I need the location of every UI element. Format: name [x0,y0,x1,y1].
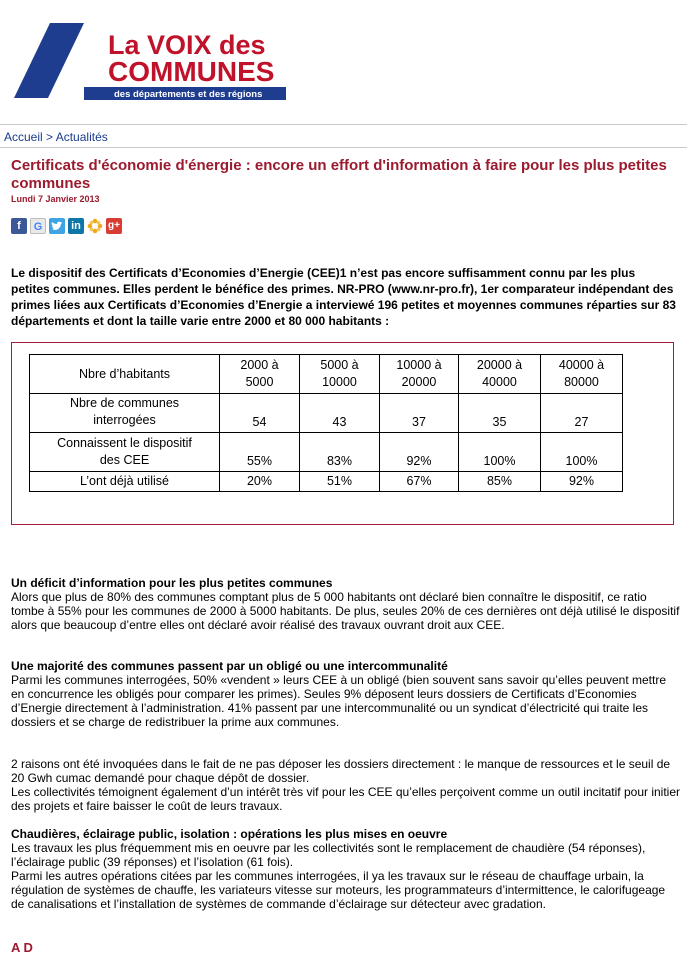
section-heading: Chaudières, éclairage public, isolation : opérations les plus mises en oeuvre [11,827,448,841]
logo-line2: COMMUNES [108,56,275,87]
google-icon[interactable]: G [30,218,46,234]
site-logo[interactable] [14,18,286,102]
table-row [30,472,623,492]
section-heading: Une majorité des communes passent par un obligé ou une intercommunalité [11,659,448,673]
survey-table [29,354,623,492]
table-row-label: Connaissent le dispositif des CEE [30,433,220,472]
table-row [30,394,623,433]
logo-tagline: des départements et des régions [114,89,263,100]
section-heading: Un déficit d’information pour les plus petites communes [11,576,333,590]
breadcrumb-home-link[interactable]: Accueil [4,130,43,144]
table-header-cell: 10000 à 20000 [380,355,459,394]
article-date: Lundi 7 Janvier 2013 [11,194,100,204]
logo-graphic [14,18,286,102]
share-bar [11,218,122,234]
table-header-row [30,355,623,394]
google-plus-icon[interactable]: g+ [106,218,122,234]
table-cell: 43 [300,394,380,433]
section-text: Parmi les autres opérations citées par les communes interrogées, il ya les travaux sur le réseau de chauffage urbain, la régulation de systèmes de chauffe, les variateurs vitesse sur moteurs, les programmateurs d’intermittence, le calorifugeage de canalisations et l’installation de systèmes de commande d’éclairage sur détecteur avec gradation. [11,869,666,911]
table-header-cell: 2000 à 5000 [220,355,300,394]
section-text: Les travaux les plus fréquemment mis en oeuvre par les collectivités sont le remplacement de chaudière (54 réponses), l’éclairage public (39 réponses) et l’isolation (61 fois). [11,841,646,869]
table-cell: 35 [459,394,541,433]
table-cell: 85% [459,472,541,492]
table-row-label: L’ont déjà utilisé [30,472,220,492]
breadcrumb [4,130,108,144]
table-header-cell: 40000 à 80000 [541,355,623,394]
table-cell: 92% [380,433,459,472]
article-author: A D [11,940,33,955]
breadcrumb-current-link[interactable]: Actualités [55,130,108,144]
table-cell: 55% [220,433,300,472]
divider [0,124,687,125]
section-text: 2 raisons ont été invoquées dans le fait de ne pas déposer les dossiers directement : le manque de ressources et le seuil de 20 Gwh cumac demandé pour chaque dépôt de dossier. [11,757,671,785]
table-row-label: Nbre de communes interrogées [30,394,220,433]
table-cell: 54 [220,394,300,433]
logo-line1: La VOIX des [108,30,266,60]
table-header-label: Nbre d’habitants [30,355,220,394]
section-text: Parmi les communes interrogées, 50% «vendent » leurs CEE à un obligé (bien souvent sans savoir qu’elles peuvent mettre en concurrence les obligés pour comparer les primes). Seules 9% déposent leurs dossiers de Certificats d’Economies d’Energie directement à l’administration. 41% passent par une intercommunalité ou un syndicat d’électricité qui traite les dossiers et se charge de redistribuer la prime aux communes. [11,673,667,729]
table-cell: 67% [380,472,459,492]
section-operations [11,827,681,911]
divider [0,147,687,148]
section-deficit [11,576,681,632]
section-text: Alors que plus de 80% des communes comptant plus de 5 000 habitants ont déclaré bien connaître le dispositif, ce ratio tombe à 55% pour les communes de 2000 à 5000 habitants. De plus, seules 20% de ces dernières ont déjà utilisé le dispositif alors que beaucoup d’entre elles ont déclaré avoir réalisé des travaux ouvrant droit aux CEE. [11,590,680,632]
section-oblige [11,659,681,729]
table-cell: 100% [541,433,623,472]
table-header-cell: 5000 à 10000 [300,355,380,394]
facebook-icon[interactable]: f [11,218,27,234]
linkedin-icon[interactable]: in [68,218,84,234]
breadcrumb-separator: > [46,130,54,144]
section-raisons [11,757,681,813]
table-cell: 83% [300,433,380,472]
article-title: Certificats d'économie d'énergie : encore un effort d'information à faire pour les plus petites communes [11,157,667,192]
table-cell: 100% [459,433,541,472]
table-header-cell: 20000 à 40000 [459,355,541,394]
article-intro: Le dispositif des Certificats d’Economies d’Energie (CEE)1 n’est pas encore suffisamment connu par les plus petites communes. Elles perdent le bénéfice des primes. NR-PRO (www.nr-pro.fr), 1er comparateur indépendant des primes liées aux Certificats d’Economies d’Energie a interviewé 196 petites et moyennes communes réparties sur 83 départements et dont la taille varie entre 2000 et 80 000 habitants : [11,266,676,328]
table-cell: 92% [541,472,623,492]
addthis-icon[interactable] [87,218,103,234]
table-row [30,433,623,472]
twitter-icon[interactable] [49,218,65,234]
table-cell: 51% [300,472,380,492]
table-cell: 27 [541,394,623,433]
section-text: Les collectivités témoignent également d’un intérêt très vif pour les CEE qu’elles perçoivent comme un outil incitatif pour initier des projets et faire baisser le coût de leurs travaux. [11,785,680,813]
table-cell: 20% [220,472,300,492]
table-cell: 37 [380,394,459,433]
